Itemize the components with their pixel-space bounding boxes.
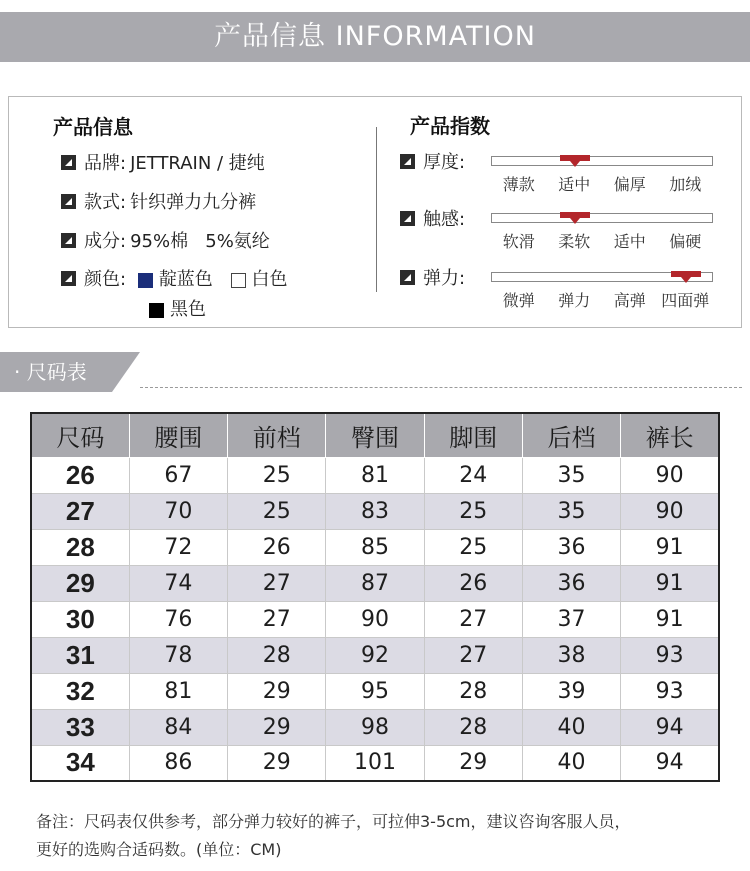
info-banner: 产品信息 INFORMATION <box>0 12 750 62</box>
table-cell: 81 <box>129 673 227 709</box>
black-swatch <box>149 303 164 318</box>
table-cell: 93 <box>621 673 719 709</box>
size-table <box>30 412 720 782</box>
table-cell: 83 <box>326 493 424 529</box>
table-cell: 25 <box>228 493 326 529</box>
elasticity-index <box>400 264 720 314</box>
size-cell: 30 <box>31 601 129 637</box>
elasticity-label-wrap <box>400 264 465 290</box>
table-cell: 29 <box>228 709 326 745</box>
size-cell: 29 <box>31 565 129 601</box>
white-swatch <box>231 273 246 288</box>
header-front-rise: 前档 <box>228 413 326 457</box>
color-line <box>61 265 300 291</box>
table-cell: 87 <box>326 565 424 601</box>
style-label: 款式: <box>84 192 127 213</box>
table-cell: 26 <box>228 529 326 565</box>
table-cell: 24 <box>424 457 522 493</box>
table-cell: 91 <box>621 529 719 565</box>
table-row <box>31 709 719 745</box>
color-label: 颜色: <box>84 269 127 290</box>
texture-label-wrap <box>400 205 465 231</box>
indigo-swatch <box>138 273 153 288</box>
header-waist: 腰围 <box>129 413 227 457</box>
table-cell: 98 <box>326 709 424 745</box>
size-cell: 33 <box>31 709 129 745</box>
table-cell: 72 <box>129 529 227 565</box>
table-cell: 29 <box>424 745 522 781</box>
table-cell: 74 <box>129 565 227 601</box>
table-cell: 36 <box>522 529 620 565</box>
table-cell: 92 <box>326 637 424 673</box>
size-chart-divider <box>140 387 742 388</box>
table-cell: 25 <box>424 529 522 565</box>
size-cell: 26 <box>31 457 129 493</box>
table-row <box>31 529 719 565</box>
elasticity-option: 微弹 <box>502 291 535 310</box>
table-cell: 36 <box>522 565 620 601</box>
texture-index <box>400 205 720 255</box>
brand-label: 品牌: <box>84 153 127 174</box>
product-info-title: 产品信息 <box>53 115 133 139</box>
table-cell: 25 <box>424 493 522 529</box>
bullet-icon <box>61 233 76 248</box>
thickness-option: 薄款 <box>502 175 535 194</box>
bullet-icon <box>400 154 415 169</box>
thickness-option: 加绒 <box>669 175 702 194</box>
footnote-line-1: 备注：尺码表仅供参考，部分弹力较好的裤子，可拉伸3-5cm，建议咨询客服人员， <box>36 812 631 831</box>
color-line-2 <box>149 295 218 321</box>
table-cell: 90 <box>326 601 424 637</box>
table-cell: 93 <box>621 637 719 673</box>
table-cell: 29 <box>228 745 326 781</box>
thickness-track <box>491 156 713 166</box>
material-value: 95%棉 5%氨纶 <box>130 231 270 252</box>
size-cell: 27 <box>31 493 129 529</box>
texture-option: 适中 <box>613 232 646 251</box>
color-option-white: 白色 <box>231 269 288 290</box>
footnote-line-2: 更好的选购合适码数。(单位：CM) <box>36 840 282 859</box>
table-cell: 28 <box>424 673 522 709</box>
bullet-icon <box>400 211 415 226</box>
table-row <box>31 745 719 781</box>
table-cell: 91 <box>621 601 719 637</box>
table-cell: 76 <box>129 601 227 637</box>
color-option-black: 黑色 <box>149 299 206 320</box>
table-cell: 84 <box>129 709 227 745</box>
table-row <box>31 673 719 709</box>
brand-value: JETTRAIN / 捷纯 <box>130 153 265 174</box>
style-value: 针织弹力九分裤 <box>130 192 257 213</box>
table-cell: 27 <box>424 637 522 673</box>
elasticity-option: 高弹 <box>613 291 646 310</box>
texture-option: 软滑 <box>502 232 535 251</box>
size-chart-tab: · 尺码表 <box>0 352 112 392</box>
table-cell: 67 <box>129 457 227 493</box>
size-cell: 31 <box>31 637 129 673</box>
table-cell: 28 <box>228 637 326 673</box>
table-cell: 101 <box>326 745 424 781</box>
header-size: 尺码 <box>31 413 129 457</box>
table-cell: 70 <box>129 493 227 529</box>
color-option-indigo: 靛蓝色 <box>138 269 213 290</box>
elasticity-track <box>491 272 713 282</box>
product-index-title: 产品指数 <box>410 114 490 138</box>
bullet-icon <box>61 194 76 209</box>
thickness-label-wrap <box>400 148 465 174</box>
header-leg-opening: 脚围 <box>424 413 522 457</box>
elasticity-option: 四面弹 <box>661 291 710 310</box>
table-cell: 27 <box>228 601 326 637</box>
brand-line <box>61 149 265 175</box>
table-cell: 94 <box>621 745 719 781</box>
header-back-rise: 后档 <box>522 413 620 457</box>
table-cell: 27 <box>228 565 326 601</box>
panel-divider <box>376 127 377 292</box>
thickness-marker <box>560 155 590 161</box>
table-row <box>31 457 719 493</box>
thickness-option: 偏厚 <box>613 175 646 194</box>
table-row <box>31 493 719 529</box>
table-cell: 95 <box>326 673 424 709</box>
table-cell: 29 <box>228 673 326 709</box>
table-cell: 38 <box>522 637 620 673</box>
table-row <box>31 565 719 601</box>
thickness-option: 适中 <box>558 175 591 194</box>
texture-option: 偏硬 <box>669 232 702 251</box>
table-cell: 27 <box>424 601 522 637</box>
elasticity-label: 弹力: <box>423 268 466 289</box>
table-cell: 85 <box>326 529 424 565</box>
table-cell: 94 <box>621 709 719 745</box>
size-cell: 28 <box>31 529 129 565</box>
bullet-icon <box>61 155 76 170</box>
table-header-row <box>31 413 719 457</box>
header-hip: 臀围 <box>326 413 424 457</box>
bullet-icon <box>61 271 76 286</box>
size-cell: 32 <box>31 673 129 709</box>
table-cell: 40 <box>522 709 620 745</box>
table-cell: 78 <box>129 637 227 673</box>
table-cell: 35 <box>522 457 620 493</box>
elasticity-marker <box>671 271 701 277</box>
material-line <box>61 227 270 253</box>
table-cell: 35 <box>522 493 620 529</box>
table-row <box>31 601 719 637</box>
material-label: 成分: <box>84 231 127 252</box>
texture-track <box>491 213 713 223</box>
table-cell: 90 <box>621 493 719 529</box>
elasticity-option: 弹力 <box>558 291 591 310</box>
table-cell: 90 <box>621 457 719 493</box>
table-row <box>31 637 719 673</box>
thickness-index <box>400 148 720 198</box>
table-cell: 86 <box>129 745 227 781</box>
size-cell: 34 <box>31 745 129 781</box>
table-cell: 25 <box>228 457 326 493</box>
texture-option: 柔软 <box>558 232 591 251</box>
table-cell: 91 <box>621 565 719 601</box>
thickness-label: 厚度: <box>423 152 466 173</box>
bullet-icon <box>400 270 415 285</box>
table-cell: 40 <box>522 745 620 781</box>
texture-marker <box>560 212 590 218</box>
table-cell: 37 <box>522 601 620 637</box>
style-line <box>61 188 256 214</box>
footnote <box>36 808 726 864</box>
table-cell: 28 <box>424 709 522 745</box>
texture-label: 触感: <box>423 209 466 230</box>
table-cell: 81 <box>326 457 424 493</box>
size-table-body <box>31 457 719 781</box>
header-length: 裤长 <box>621 413 719 457</box>
table-cell: 39 <box>522 673 620 709</box>
table-cell: 26 <box>424 565 522 601</box>
